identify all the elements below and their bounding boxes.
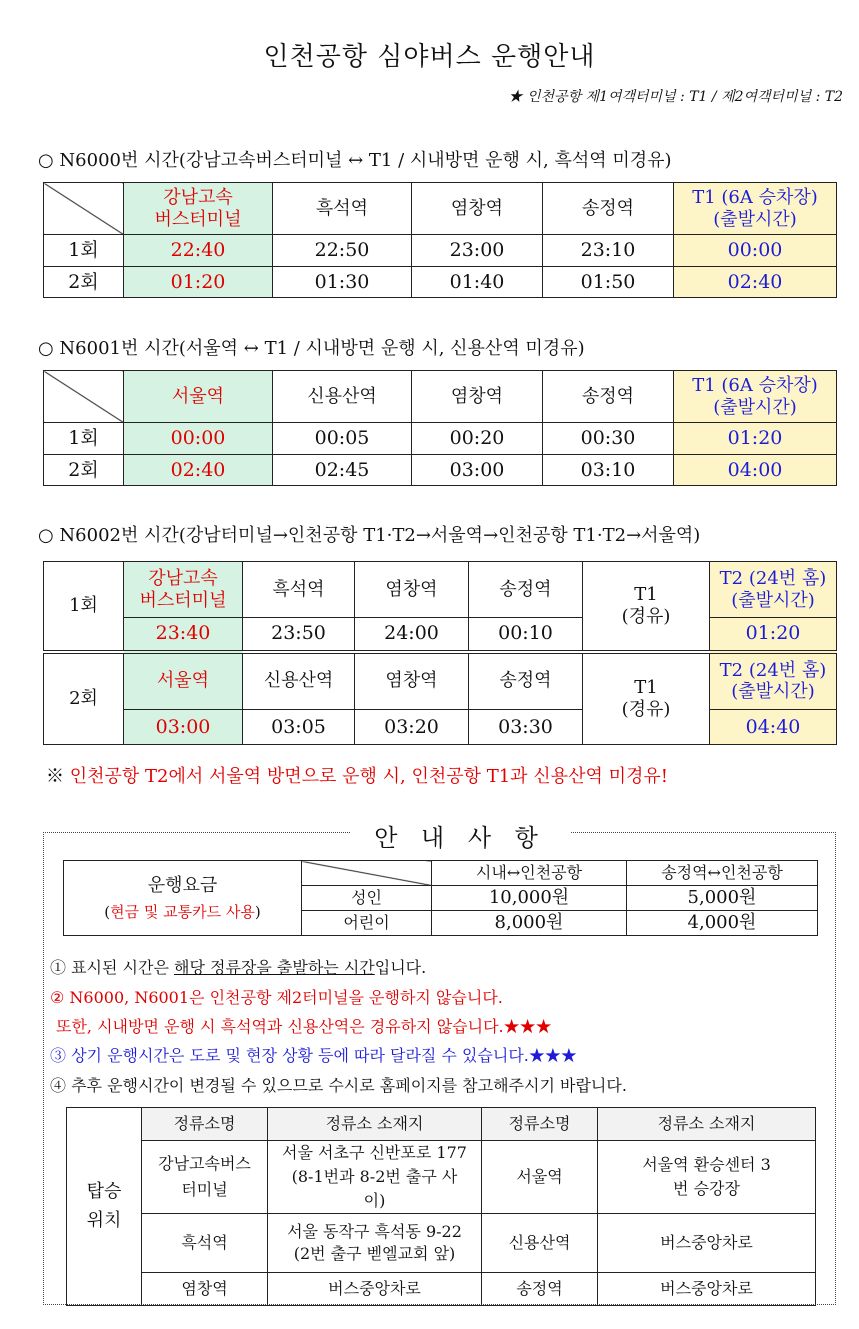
stop-header: 서울역 <box>124 371 273 423</box>
stop-header: 신용산역 <box>273 371 412 423</box>
stop-header: 송정역 <box>469 652 583 710</box>
table-row <box>44 618 837 652</box>
time-cell: 23:00 <box>412 235 543 267</box>
time-cell: 01:20 <box>124 267 273 298</box>
n6000-table <box>43 182 837 298</box>
time-cell: 01:50 <box>543 267 674 298</box>
stop-header: 염창역 <box>412 371 543 423</box>
stop-header: 염창역 <box>355 562 469 618</box>
table-row <box>44 455 837 486</box>
stop-header: 송정역 <box>543 183 674 235</box>
fare-col-header: 송정역↔인천공항 <box>627 861 818 886</box>
stop-header: T2 (24번 홈) (출발시간) <box>710 652 837 710</box>
info-title: 안 내 사 항 <box>350 818 570 853</box>
stop-header: T2 (24번 홈) (출발시간) <box>710 562 837 618</box>
diagonal-cell <box>44 371 124 423</box>
via-t1-cell: T1 (경유) <box>583 562 710 652</box>
table-row <box>67 1214 816 1273</box>
time-cell: 03:05 <box>243 710 355 745</box>
stop-header: 송정역 <box>469 562 583 618</box>
stop-name: 서울역 <box>482 1141 598 1214</box>
stop-address: 버스중앙차로 <box>268 1273 482 1306</box>
table-row <box>67 1273 816 1306</box>
stop-address: 서울 동작구 흑석동 9-22 (2번 출구 벧엘교회 앞) <box>268 1214 482 1273</box>
boarding-label: 탑승 위치 <box>67 1108 142 1306</box>
trip-label: 2회 <box>44 455 124 486</box>
table-row <box>44 235 837 267</box>
stop-address: 버스중앙차로 <box>598 1214 816 1273</box>
time-cell: 01:20 <box>710 618 837 652</box>
boarding-location-table <box>66 1107 816 1306</box>
stop-address: 버스중앙차로 <box>598 1273 816 1306</box>
stop-header: 강남고속 버스터미널 <box>124 562 243 618</box>
fare-sub: (현금 및 교통카드 사용) <box>104 902 261 921</box>
stop-header: 흑석역 <box>243 562 355 618</box>
table-row <box>44 267 837 298</box>
fare-value: 4,000원 <box>627 911 818 936</box>
stop-header: T1 (6A 승차장) (출발시간) <box>674 183 837 235</box>
stop-header: 신용산역 <box>243 652 355 710</box>
time-cell: 01:30 <box>273 267 412 298</box>
time-cell: 01:40 <box>412 267 543 298</box>
note-1: ① 표시된 시간은 해당 정류장을 출발하는 시간입니다. <box>50 958 427 977</box>
time-cell: 02:45 <box>273 455 412 486</box>
via-t1-cell: T1 (경유) <box>583 652 710 745</box>
time-cell: 03:20 <box>355 710 469 745</box>
fare-table <box>63 860 818 936</box>
trip-label: 1회 <box>44 423 124 455</box>
trip-label: 1회 <box>44 562 124 652</box>
fare-value: 5,000원 <box>627 886 818 911</box>
fare-value: 8,000원 <box>432 911 627 936</box>
time-cell: 00:30 <box>543 423 674 455</box>
time-cell: 04:00 <box>674 455 837 486</box>
n6001-heading: ○ N6001번 시간(서울역 ↔ T1 / 시내방면 운행 시, 신용산역 미경유) <box>38 338 585 359</box>
time-cell: 01:20 <box>674 423 837 455</box>
stop-header: T1 (6A 승차장) (출발시간) <box>674 371 837 423</box>
fare-col-header: 시내↔인천공항 <box>432 861 627 886</box>
fare-value: 10,000원 <box>432 886 627 911</box>
stop-header: 서울역 <box>124 652 243 710</box>
table-row <box>44 423 837 455</box>
time-cell: 22:50 <box>273 235 412 267</box>
trip-label: 1회 <box>44 235 124 267</box>
stop-header: 흑석역 <box>273 183 412 235</box>
stop-name: 염창역 <box>142 1273 268 1306</box>
trip-label: 2회 <box>44 267 124 298</box>
col-header: 정류소 소재지 <box>268 1108 482 1141</box>
n6002-heading: ○ N6002번 시간(강남터미널→인천공항 T1·T2→서울역→인천공항 T1·T2→서울역) <box>38 525 701 546</box>
note-2: ② N6000, N6001은 인천공항 제2터미널을 운행하지 않습니다. <box>50 988 503 1007</box>
time-cell: 22:40 <box>124 235 273 267</box>
table-row <box>67 1141 816 1214</box>
time-cell: 00:05 <box>273 423 412 455</box>
time-cell: 23:10 <box>543 235 674 267</box>
stop-header: 송정역 <box>543 371 674 423</box>
time-cell: 03:00 <box>412 455 543 486</box>
stop-header: 염창역 <box>355 652 469 710</box>
stop-name: 신용산역 <box>482 1214 598 1273</box>
time-cell: 23:40 <box>124 618 243 652</box>
time-cell: 24:00 <box>355 618 469 652</box>
n6001-table <box>43 370 837 486</box>
n6000-heading: ○ N6000번 시간(강남고속버스터미널 ↔ T1 / 시내방면 운행 시, 흑석역 미경유) <box>38 150 672 171</box>
page-title: 인천공항 심야버스 운행안내 <box>263 42 596 72</box>
time-cell: 00:20 <box>412 423 543 455</box>
note-4: ④ 추후 운행시간이 변경될 수 있으므로 수시로 홈페이지를 참고해주시기 바랍니다. <box>50 1076 627 1095</box>
time-cell: 00:00 <box>674 235 837 267</box>
stop-header: 염창역 <box>412 183 543 235</box>
terminal-legend: ★ 인천공항 제1여객터미널 : T1 / 제2여객터미널 : T2 <box>508 89 843 105</box>
col-header: 정류소 소재지 <box>598 1108 816 1141</box>
fare-row-label: 성인 <box>302 886 432 911</box>
stop-address: 서울 서초구 신반포로 177 (8-1번과 8-2번 출구 사이) <box>268 1141 482 1214</box>
note-2b: 또한, 시내방면 운행 시 흑석역과 신용산역은 경유하지 않습니다.★★★ <box>56 1017 552 1036</box>
col-header: 정류소명 <box>142 1108 268 1141</box>
table-row <box>44 710 837 745</box>
time-cell: 03:30 <box>469 710 583 745</box>
stop-name: 강남고속버스 터미널 <box>142 1141 268 1214</box>
time-cell: 02:40 <box>674 267 837 298</box>
time-cell: 00:00 <box>124 423 273 455</box>
fare-row-label: 어린이 <box>302 911 432 936</box>
fare-label: 운행요금 <box>147 875 218 897</box>
stop-name: 송정역 <box>482 1273 598 1306</box>
trip-label: 2회 <box>44 652 124 745</box>
time-cell: 00:10 <box>469 618 583 652</box>
stop-name: 흑석역 <box>142 1214 268 1273</box>
diagonal-cell <box>302 861 432 886</box>
note-mark: ※ <box>46 766 64 787</box>
diagonal-cell <box>44 183 124 235</box>
time-cell: 04:40 <box>710 710 837 745</box>
n6002-table <box>43 561 837 745</box>
note-3: ③ 상기 운행시간은 도로 및 현장 상황 등에 따라 달라질 수 있습니다.★★★ <box>50 1046 577 1065</box>
col-header: 정류소명 <box>482 1108 598 1141</box>
stop-header: 강남고속 버스터미널 <box>124 183 273 235</box>
time-cell: 02:40 <box>124 455 273 486</box>
time-cell: 03:10 <box>543 455 674 486</box>
time-cell: 03:00 <box>124 710 243 745</box>
n6002-note <box>46 762 668 788</box>
note-text: 인천공항 T2에서 서울역 방면으로 운행 시, 인천공항 T1과 신용산역 미경유! <box>69 766 668 787</box>
stop-address: 서울역 환승센터 3번 승강장 <box>598 1141 816 1214</box>
fare-label-cell <box>64 861 302 936</box>
time-cell: 23:50 <box>243 618 355 652</box>
